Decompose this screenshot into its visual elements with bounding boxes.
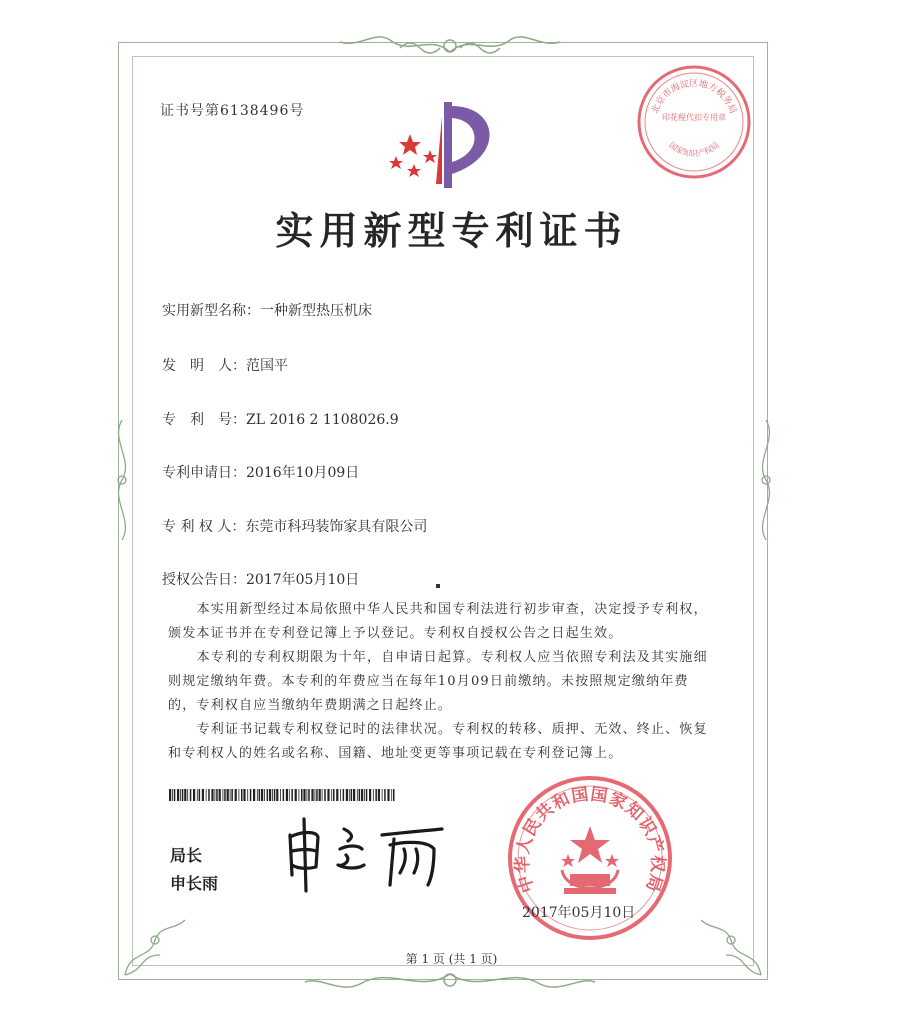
svg-text:北京市海淀区地方税务局: [649, 77, 739, 115]
barcode-bar: [193, 789, 195, 801]
svg-text:国家知识产权局: [667, 140, 720, 158]
field-value: ZL 2016 2 1108026.9: [246, 412, 399, 428]
barcode-bar: [276, 789, 278, 801]
barcode-bar: [272, 789, 273, 801]
field-label: 实用新型名称：: [162, 303, 260, 319]
corner-ornament-br: [696, 900, 766, 980]
barcode-bar: [366, 789, 368, 801]
barcode-bar: [299, 789, 300, 801]
field-inventor: [162, 355, 288, 375]
barcode-bar: [289, 789, 290, 801]
field-application-date: [162, 462, 359, 482]
barcode-bar: [264, 789, 265, 801]
barcode-bar: [206, 789, 207, 801]
barcode-bar: [307, 789, 308, 801]
patent-office-logo: [380, 96, 530, 196]
barcode-bar: [375, 789, 377, 801]
barcode-bar: [267, 789, 269, 801]
barcode-bar: [223, 789, 224, 801]
barcode-bar: [382, 789, 383, 801]
barcode-bar: [247, 789, 248, 801]
barcode-bar: [359, 789, 361, 801]
barcode-bar: [224, 789, 226, 801]
director-name: 申长雨: [170, 874, 219, 893]
certificate-number: 证书号第6138496号: [160, 103, 305, 119]
body-paragraph-2: 本专利的专利权期限为十年，自申请日起算。专利权人应当依照专利法及其实施细则规定缴纳年费。本专利的年费应当在每年10月09日前缴纳。未按照规定缴纳年费的，专利权自应当缴纳年费期满之日起终止。: [168, 650, 708, 713]
field-value: 东莞市科玛装饰家具有限公司: [245, 519, 428, 535]
barcode-bar: [331, 789, 332, 801]
field-value: 一种新型热压机床: [260, 303, 372, 319]
barcode-bar: [174, 789, 176, 801]
barcode-bar: [286, 789, 288, 801]
barcode-bar: [211, 789, 213, 801]
body-text: [168, 598, 708, 766]
barcode-bar: [280, 789, 281, 801]
small-seal-inner-text: 印花税代扣专用章: [662, 113, 726, 122]
director-title: 局长: [170, 846, 203, 865]
field-grant-date: [162, 569, 359, 589]
top-ornament: [330, 30, 570, 60]
corner-ornament-bl: [120, 900, 190, 980]
barcode-bar: [301, 789, 303, 801]
barcode-bar: [311, 789, 313, 801]
barcode-bar: [184, 789, 186, 801]
barcode-bar: [346, 789, 348, 801]
barcode-bar: [357, 789, 358, 801]
barcode-bar: [308, 789, 310, 801]
barcode: [169, 789, 396, 801]
body-paragraph-3: 专利证书记载专利权登记时的法律状况。专利权的转移、质押、无效、终止、恢复和专利权人的姓名或名称、国籍、地址变更等事项记载在专利登记簿上。: [168, 722, 708, 761]
barcode-bar: [216, 789, 218, 801]
barcode-bar: [187, 789, 188, 801]
barcode-bar: [230, 789, 231, 801]
barcode-bar: [177, 789, 179, 801]
barcode-bar: [324, 789, 326, 801]
barcode-bar: [384, 789, 386, 801]
barcode-bar: [387, 789, 389, 801]
left-side-ornament: [110, 420, 134, 540]
barcode-bar: [197, 789, 198, 801]
small-seal-top-text: 北京市海淀区地方税务局: [650, 79, 738, 116]
barcode-bar: [336, 789, 338, 801]
barcode-bar: [333, 789, 335, 801]
right-side-ornament: [754, 420, 778, 540]
barcode-bar: [283, 789, 285, 801]
barcode-bar: [361, 789, 363, 801]
field-value: 范国平: [246, 358, 288, 374]
barcode-bar: [227, 789, 229, 801]
barcode-bar: [373, 789, 374, 801]
barcode-bar: [322, 789, 323, 801]
barcode-bar: [291, 789, 293, 801]
field-label: 专 利 权 人：: [162, 519, 246, 535]
barcode-bar: [199, 789, 201, 801]
barcode-bar: [257, 789, 258, 801]
barcode-bar: [190, 789, 192, 801]
barcode-bar: [241, 789, 243, 801]
field-value: 2016年10月09日: [246, 465, 360, 481]
field-patentee: [162, 516, 427, 536]
seal-date: 2017年05月10日: [522, 905, 636, 921]
barcode-bar: [231, 789, 233, 801]
barcode-bar: [315, 789, 316, 801]
certificate-title: 实用新型专利证书: [275, 208, 628, 253]
barcode-bar: [327, 789, 329, 801]
barcode-bar: [215, 789, 216, 801]
barcode-bar: [353, 789, 355, 801]
barcode-bar: [349, 789, 350, 801]
small-seal-bottom-text: 国家知识产权局: [667, 140, 721, 159]
barcode-bar: [319, 789, 321, 801]
barcode-bar: [351, 789, 353, 801]
tax-stamp-seal: [634, 62, 754, 182]
barcode-bar: [303, 789, 305, 801]
barcode-bar: [182, 789, 184, 801]
barcode-bar: [393, 789, 395, 801]
page-indicator: 第 1 页 (共 1 页): [405, 952, 498, 966]
director-signature: [282, 815, 452, 895]
barcode-bar: [343, 789, 345, 801]
barcode-bar: [239, 789, 240, 801]
barcode-bar: [250, 789, 252, 801]
barcode-bar: [172, 789, 173, 801]
big-seal-text: 中华人民共和国国家知识产权局: [512, 784, 668, 896]
body-paragraph-1: 本实用新型经过本局依照中华人民共和国专利法进行初步审查，决定授予专利权，颁发本证书并在专利登记簿上予以登记。专利权自授权公告之日起生效。: [168, 602, 708, 641]
barcode-bar: [391, 789, 392, 801]
field-patent-number: [162, 409, 399, 429]
barcode-bar: [235, 789, 237, 801]
field-value: 2017年05月10日: [246, 572, 360, 588]
barcode-bar: [253, 789, 255, 801]
field-utility-model-name: [162, 300, 372, 320]
barcode-bar: [269, 789, 271, 801]
barcode-bar: [259, 789, 261, 801]
field-label: 发 明 人：: [162, 358, 246, 374]
field-label: 授权公告日：: [162, 572, 246, 588]
barcode-bar: [369, 789, 371, 801]
barcode-bar: [364, 789, 365, 801]
barcode-bar: [274, 789, 276, 801]
field-label: 专利申请日：: [162, 465, 246, 481]
print-mark: [436, 584, 440, 588]
barcode-bar: [219, 789, 221, 801]
barcode-bar: [243, 789, 245, 801]
barcode-bar: [340, 789, 341, 801]
barcode-bar: [180, 789, 181, 801]
barcode-bar: [378, 789, 380, 801]
barcode-bar: [169, 789, 171, 801]
barcode-bar: [208, 789, 210, 801]
barcode-bar: [261, 789, 263, 801]
barcode-bar: [316, 789, 318, 801]
bottom-ornament: [300, 966, 600, 996]
barcode-bar: [202, 789, 204, 801]
field-label: 专 利 号：: [162, 412, 246, 428]
barcode-bar: [295, 789, 297, 801]
